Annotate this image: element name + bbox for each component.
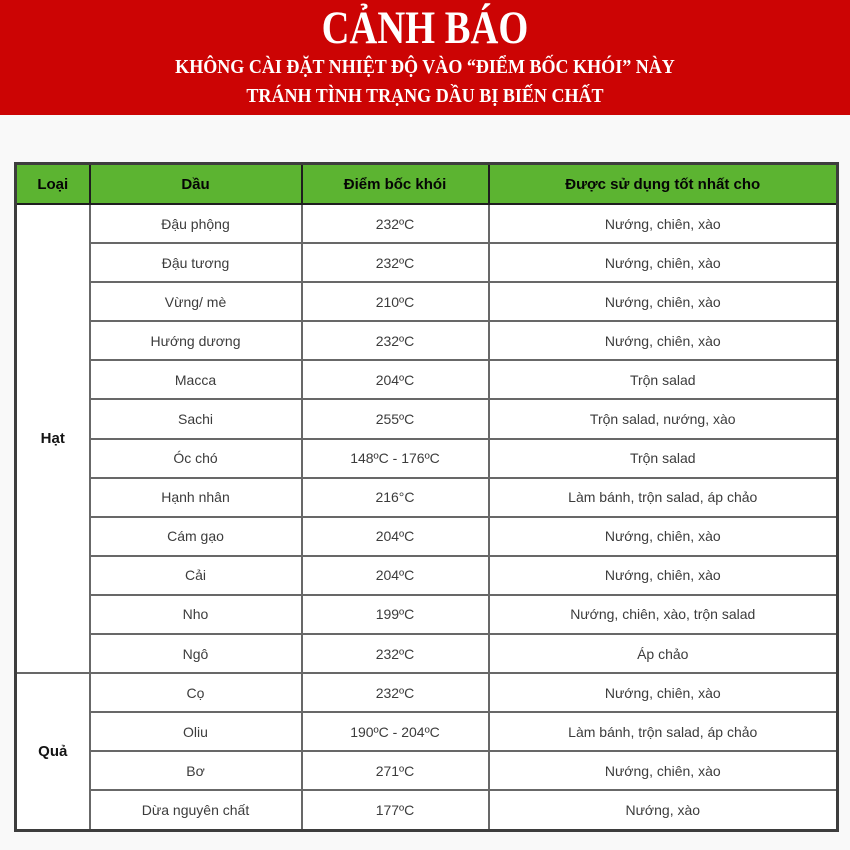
smoke-point-cell: 232ºC <box>302 321 489 360</box>
best-use-cell: Áp chảo <box>489 634 838 673</box>
table-header-row <box>16 164 838 205</box>
best-use-cell: Nướng, chiên, xào <box>489 321 838 360</box>
oil-name-cell: Nho <box>90 595 302 634</box>
smoke-point-cell: 232ºC <box>302 634 489 673</box>
best-use-cell: Trộn salad <box>489 360 838 399</box>
table-row <box>16 439 838 478</box>
table-row <box>16 790 838 830</box>
best-use-cell: Nướng, chiên, xào <box>489 243 838 282</box>
best-use-cell: Nướng, chiên, xào <box>489 751 838 790</box>
warning-subtitle-line2: TRÁNH TÌNH TRẠNG DẦU BỊ BIẾN CHẤT <box>246 85 604 108</box>
best-use-cell: Nướng, xào <box>489 790 838 830</box>
smoke-point-cell: 232ºC <box>302 243 489 282</box>
smoke-point-table <box>14 162 839 832</box>
oil-name-cell: Hạnh nhân <box>90 478 302 517</box>
table-row <box>16 634 838 673</box>
warning-title: CẢNH BÁO <box>321 2 529 54</box>
smoke-point-cell: 210ºC <box>302 282 489 321</box>
oil-name-cell: Cám gạo <box>90 517 302 556</box>
oil-name-cell: Oliu <box>90 712 302 751</box>
table-row <box>16 556 838 595</box>
column-header-1: Loại <box>16 164 90 205</box>
oil-name-cell: Dừa nguyên chất <box>90 790 302 830</box>
smoke-point-cell: 216°C <box>302 478 489 517</box>
best-use-cell: Làm bánh, trộn salad, áp chảo <box>489 478 838 517</box>
table-body <box>16 204 838 830</box>
best-use-cell: Nướng, chiên, xào <box>489 556 838 595</box>
oil-name-cell: Óc chó <box>90 439 302 478</box>
best-use-cell: Nướng, chiên, xào, trộn salad <box>489 595 838 634</box>
smoke-point-cell: 148ºC - 176ºC <box>302 439 489 478</box>
table-row <box>16 243 838 282</box>
column-header-3: Điểm bốc khói <box>302 164 489 205</box>
oil-name-cell: Ngô <box>90 634 302 673</box>
table-row <box>16 517 838 556</box>
smoke-point-cell: 232ºC <box>302 673 489 712</box>
best-use-cell: Trộn salad <box>489 439 838 478</box>
best-use-cell: Nướng, chiên, xào <box>489 282 838 321</box>
warning-banner <box>0 0 850 115</box>
smoke-point-cell: 271ºC <box>302 751 489 790</box>
oil-name-cell: Cải <box>90 556 302 595</box>
table-row <box>16 712 838 751</box>
oil-name-cell: Đậu phộng <box>90 204 302 243</box>
smoke-point-cell: 190ºC - 204ºC <box>302 712 489 751</box>
best-use-cell: Nướng, chiên, xào <box>489 517 838 556</box>
table-row <box>16 204 838 243</box>
table-row <box>16 360 838 399</box>
best-use-cell: Trộn salad, nướng, xào <box>489 399 838 438</box>
group-label-cell: Hạt <box>16 204 90 673</box>
smoke-point-cell: 255ºC <box>302 399 489 438</box>
oil-name-cell: Bơ <box>90 751 302 790</box>
smoke-point-cell: 204ºC <box>302 360 489 399</box>
oil-name-cell: Macca <box>90 360 302 399</box>
best-use-cell: Làm bánh, trộn salad, áp chảo <box>489 712 838 751</box>
oil-name-cell: Đậu tương <box>90 243 302 282</box>
table-row <box>16 673 838 712</box>
table-row <box>16 399 838 438</box>
best-use-cell: Nướng, chiên, xào <box>489 673 838 712</box>
table-row <box>16 478 838 517</box>
column-header-4: Được sử dụng tốt nhất cho <box>489 164 838 205</box>
smoke-point-cell: 199ºC <box>302 595 489 634</box>
oil-name-cell: Hướng dương <box>90 321 302 360</box>
column-header-2: Dầu <box>90 164 302 205</box>
table-row <box>16 321 838 360</box>
table-row <box>16 595 838 634</box>
smoke-point-cell: 232ºC <box>302 204 489 243</box>
table-row <box>16 282 838 321</box>
smoke-point-cell: 204ºC <box>302 517 489 556</box>
table-row <box>16 751 838 790</box>
group-label-cell: Quả <box>16 673 90 830</box>
smoke-point-cell: 177ºC <box>302 790 489 830</box>
table-container <box>14 162 836 832</box>
oil-name-cell: Cọ <box>90 673 302 712</box>
best-use-cell: Nướng, chiên, xào <box>489 204 838 243</box>
smoke-point-cell: 204ºC <box>302 556 489 595</box>
oil-name-cell: Vừng/ mè <box>90 282 302 321</box>
warning-subtitle-line1: KHÔNG CÀI ĐẶT NHIỆT ĐỘ VÀO “ĐIỂM BỐC KHÓI” NÀY <box>175 56 675 79</box>
oil-name-cell: Sachi <box>90 399 302 438</box>
